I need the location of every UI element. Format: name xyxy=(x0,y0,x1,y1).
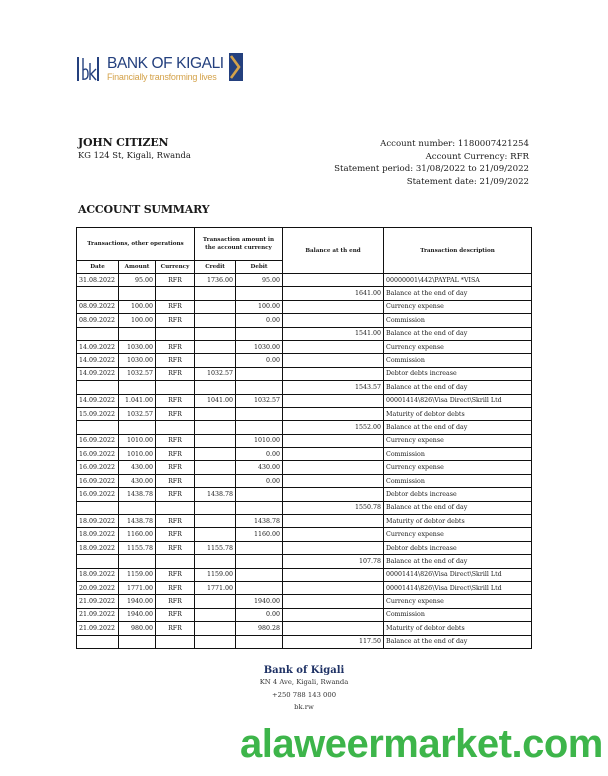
currency-cell: RFR xyxy=(156,581,195,594)
credit-cell xyxy=(195,327,236,340)
amount-cell: 100.00 xyxy=(119,300,156,313)
credit-cell xyxy=(195,528,236,541)
balance-cell: 1543.57 xyxy=(283,381,384,394)
description-cell: Balance at the end of day xyxy=(384,327,532,340)
date-cell xyxy=(77,555,119,568)
table-row xyxy=(77,314,532,327)
date-cell: 18.09.2022 xyxy=(77,515,119,528)
credit-cell xyxy=(195,555,236,568)
table-row xyxy=(77,515,532,528)
bank-logo xyxy=(75,54,243,84)
credit-cell xyxy=(195,608,236,621)
table-row xyxy=(77,541,532,554)
balance-cell xyxy=(283,488,384,501)
balance-cell xyxy=(283,461,384,474)
credit-cell xyxy=(195,340,236,353)
amount-cell: 1032.57 xyxy=(119,367,156,380)
balance-cell: 1552.00 xyxy=(283,421,384,434)
balance-cell xyxy=(283,568,384,581)
balance-cell xyxy=(283,448,384,461)
date-cell: 16.09.2022 xyxy=(77,474,119,487)
amount-cell xyxy=(119,327,156,340)
table-row xyxy=(77,407,532,420)
balance-cell xyxy=(283,434,384,447)
balance-cell: 117.50 xyxy=(283,635,384,648)
balance-row xyxy=(77,381,532,394)
debit-cell: 0.00 xyxy=(236,354,283,367)
amount-cell xyxy=(119,501,156,514)
credit-cell: 1041.00 xyxy=(195,394,236,407)
balance-row xyxy=(77,327,532,340)
debit-cell xyxy=(236,381,283,394)
account-number: Account number: 1180007421254 xyxy=(380,139,529,149)
currency-cell: RFR xyxy=(156,622,195,635)
debit-cell: 0.00 xyxy=(236,448,283,461)
currency-cell: RFR xyxy=(156,314,195,327)
col-currency: Currency xyxy=(156,261,195,274)
table-row xyxy=(77,461,532,474)
balance-cell xyxy=(283,515,384,528)
account-details xyxy=(334,138,529,188)
credit-cell xyxy=(195,381,236,394)
currency-cell xyxy=(156,421,195,434)
balance-cell xyxy=(283,394,384,407)
statement-date: Statement date: 21/09/2022 xyxy=(406,176,529,187)
date-cell: 15.09.2022 xyxy=(77,407,119,420)
credit-cell xyxy=(195,474,236,487)
table-row xyxy=(77,528,532,541)
debit-cell: 95.00 xyxy=(236,274,283,287)
credit-cell xyxy=(195,515,236,528)
header-balance: Balance at th end xyxy=(283,228,384,274)
date-cell: 16.09.2022 xyxy=(77,448,119,461)
header-transactions: Transactions, other operations xyxy=(77,228,195,261)
description-cell: Commission xyxy=(384,354,532,367)
bk-monogram-icon xyxy=(75,55,101,83)
header-description: Transaction description xyxy=(384,228,532,274)
debit-cell xyxy=(236,541,283,554)
description-cell: Balance at the end of day xyxy=(384,555,532,568)
amount-cell xyxy=(119,381,156,394)
currency-cell: RFR xyxy=(156,300,195,313)
credit-cell: 1155.78 xyxy=(195,541,236,554)
date-cell: 31.08.2022 xyxy=(77,274,119,287)
balance-cell xyxy=(283,340,384,353)
credit-cell xyxy=(195,595,236,608)
table-row xyxy=(77,608,532,621)
balance-cell: 1550.78 xyxy=(283,501,384,514)
date-cell: 18.09.2022 xyxy=(77,541,119,554)
balance-row xyxy=(77,635,532,648)
table-row xyxy=(77,488,532,501)
balance-cell xyxy=(283,581,384,594)
currency-cell: RFR xyxy=(156,541,195,554)
currency-cell: RFR xyxy=(156,394,195,407)
amount-cell: 430.00 xyxy=(119,461,156,474)
footer xyxy=(0,665,608,714)
credit-cell xyxy=(195,421,236,434)
debit-cell: 0.00 xyxy=(236,608,283,621)
customer-name: JOHN CITIZEN xyxy=(78,136,169,149)
date-cell xyxy=(77,381,119,394)
date-cell: 16.09.2022 xyxy=(77,461,119,474)
currency-cell: RFR xyxy=(156,354,195,367)
date-cell: 21.09.2022 xyxy=(77,608,119,621)
description-cell: Maturity of debtor debts xyxy=(384,622,532,635)
credit-cell xyxy=(195,314,236,327)
amount-cell: 1032.57 xyxy=(119,407,156,420)
date-cell: 14.09.2022 xyxy=(77,354,119,367)
footer-bank-name: Bank of Kigali xyxy=(263,665,345,676)
balance-cell xyxy=(283,274,384,287)
description-cell: Debtor debts increase xyxy=(384,541,532,554)
currency-cell xyxy=(156,635,195,648)
date-cell: 21.09.2022 xyxy=(77,622,119,635)
table-row xyxy=(77,340,532,353)
credit-cell xyxy=(195,354,236,367)
credit-cell xyxy=(195,407,236,420)
balance-cell xyxy=(283,314,384,327)
amount-cell xyxy=(119,555,156,568)
description-cell: Maturity of debtor debts xyxy=(384,515,532,528)
description-cell: 00001414\826\Visa Direct\Skrill Ltd xyxy=(384,581,532,594)
description-cell: Currency expense xyxy=(384,595,532,608)
description-cell: Maturity of debtor debts xyxy=(384,407,532,420)
customer-address: KG 124 St, Kigali, Rwanda xyxy=(78,150,191,160)
currency-cell: RFR xyxy=(156,608,195,621)
amount-cell: 1940.00 xyxy=(119,608,156,621)
amount-cell: 1030.00 xyxy=(119,340,156,353)
currency-cell: RFR xyxy=(156,367,195,380)
debit-cell: 980.28 xyxy=(236,622,283,635)
currency-cell: RFR xyxy=(156,340,195,353)
amount-cell: 1940.00 xyxy=(119,595,156,608)
debit-cell: 1940.00 xyxy=(236,595,283,608)
col-amount: Amount xyxy=(119,261,156,274)
amount-cell: 1.041.00 xyxy=(119,394,156,407)
amount-cell xyxy=(119,421,156,434)
footer-website[interactable]: bk.rw xyxy=(294,703,314,711)
section-title: ACCOUNT SUMMARY xyxy=(78,203,210,216)
col-credit: Credit xyxy=(195,261,236,274)
credit-cell xyxy=(195,501,236,514)
currency-cell: RFR xyxy=(156,474,195,487)
date-cell: 08.09.2022 xyxy=(77,300,119,313)
debit-cell: 100.00 xyxy=(236,300,283,313)
balance-row xyxy=(77,501,532,514)
date-cell xyxy=(77,287,119,300)
date-cell xyxy=(77,501,119,514)
date-cell xyxy=(77,421,119,434)
balance-cell xyxy=(283,407,384,420)
table-row xyxy=(77,274,532,287)
credit-cell: 1159.00 xyxy=(195,568,236,581)
table-row xyxy=(77,474,532,487)
description-cell: Balance at the end of day xyxy=(384,501,532,514)
amount-cell: 100.00 xyxy=(119,314,156,327)
balance-cell: 1641.00 xyxy=(283,287,384,300)
currency-cell: RFR xyxy=(156,528,195,541)
currency-cell: RFR xyxy=(156,515,195,528)
table-row xyxy=(77,434,532,447)
balance-cell xyxy=(283,541,384,554)
table-row xyxy=(77,354,532,367)
description-cell: Balance at the end of day xyxy=(384,421,532,434)
description-cell: Currency expense xyxy=(384,461,532,474)
debit-cell: 1010.00 xyxy=(236,434,283,447)
amount-cell xyxy=(119,635,156,648)
description-cell: Currency expense xyxy=(384,340,532,353)
description-cell: Commission xyxy=(384,608,532,621)
currency-cell xyxy=(156,287,195,300)
balance-row xyxy=(77,287,532,300)
description-cell: Currency expense xyxy=(384,434,532,447)
table-row xyxy=(77,581,532,594)
debit-cell xyxy=(236,367,283,380)
table-row xyxy=(77,448,532,461)
currency-cell xyxy=(156,327,195,340)
date-cell: 14.09.2022 xyxy=(77,340,119,353)
currency-cell: RFR xyxy=(156,568,195,581)
statement-period: Statement period: 31/08/2022 to 21/09/2022 xyxy=(334,164,529,174)
amount-cell: 95.00 xyxy=(119,274,156,287)
header-amount-in-currency: Transaction amount in the account currency xyxy=(195,228,283,261)
table-row xyxy=(77,622,532,635)
credit-cell xyxy=(195,434,236,447)
balance-cell xyxy=(283,300,384,313)
amount-cell: 1010.00 xyxy=(119,434,156,447)
account-currency: Account Currency: RFR xyxy=(425,151,529,162)
currency-cell xyxy=(156,381,195,394)
currency-cell: RFR xyxy=(156,461,195,474)
debit-cell xyxy=(236,287,283,300)
balance-cell xyxy=(283,474,384,487)
debit-cell: 1160.00 xyxy=(236,528,283,541)
date-cell: 14.09.2022 xyxy=(77,367,119,380)
amount-cell xyxy=(119,287,156,300)
amount-cell: 1438.78 xyxy=(119,488,156,501)
currency-cell: RFR xyxy=(156,407,195,420)
debit-cell xyxy=(236,407,283,420)
currency-cell xyxy=(156,555,195,568)
balance-cell xyxy=(283,622,384,635)
description-cell: Commission xyxy=(384,314,532,327)
date-cell: 18.09.2022 xyxy=(77,528,119,541)
transactions-table xyxy=(76,227,532,649)
credit-cell: 1438.78 xyxy=(195,488,236,501)
table-row xyxy=(77,595,532,608)
balance-cell xyxy=(283,367,384,380)
footer-address: KN 4 Ave, Kigali, Rwanda xyxy=(259,678,349,686)
balance-cell: 107.78 xyxy=(283,555,384,568)
currency-cell: RFR xyxy=(156,448,195,461)
col-date: Date xyxy=(77,261,119,274)
balance-cell xyxy=(283,354,384,367)
date-cell xyxy=(77,327,119,340)
date-cell: 21.09.2022 xyxy=(77,595,119,608)
description-cell: Commission xyxy=(384,448,532,461)
debit-cell xyxy=(236,581,283,594)
description-cell: Currency expense xyxy=(384,528,532,541)
debit-cell: 1032.57 xyxy=(236,394,283,407)
chevron-right-icon xyxy=(229,53,243,85)
table-row xyxy=(77,568,532,581)
description-cell: Debtor debts increase xyxy=(384,367,532,380)
date-cell: 16.09.2022 xyxy=(77,434,119,447)
amount-cell: 1160.00 xyxy=(119,528,156,541)
date-cell: 20.09.2022 xyxy=(77,581,119,594)
currency-cell: RFR xyxy=(156,488,195,501)
debit-cell xyxy=(236,555,283,568)
credit-cell xyxy=(195,448,236,461)
debit-cell xyxy=(236,501,283,514)
date-cell: 08.09.2022 xyxy=(77,314,119,327)
table-row xyxy=(77,394,532,407)
date-cell: 18.09.2022 xyxy=(77,568,119,581)
balance-cell xyxy=(283,608,384,621)
amount-cell: 980.00 xyxy=(119,622,156,635)
table-row xyxy=(77,300,532,313)
currency-cell: RFR xyxy=(156,434,195,447)
description-cell: Commission xyxy=(384,474,532,487)
credit-cell xyxy=(195,622,236,635)
amount-cell: 1771.00 xyxy=(119,581,156,594)
description-cell: 00000001\442\PAYPAL *VISA xyxy=(384,274,532,287)
date-cell: 16.09.2022 xyxy=(77,488,119,501)
amount-cell: 1010.00 xyxy=(119,448,156,461)
balance-row xyxy=(77,555,532,568)
amount-cell: 430.00 xyxy=(119,474,156,487)
amount-cell: 1030.00 xyxy=(119,354,156,367)
table-row xyxy=(77,367,532,380)
bank-tagline: Financially transforming lives xyxy=(107,71,217,82)
credit-cell xyxy=(195,287,236,300)
currency-cell xyxy=(156,501,195,514)
debit-cell xyxy=(236,488,283,501)
description-cell: 00001414\826\Visa Direct\Skrill Ltd xyxy=(384,394,532,407)
debit-cell xyxy=(236,327,283,340)
balance-cell: 1541.00 xyxy=(283,327,384,340)
currency-cell: RFR xyxy=(156,274,195,287)
credit-cell: 1032.57 xyxy=(195,367,236,380)
debit-cell: 1030.00 xyxy=(236,340,283,353)
description-cell: Balance at the end of day xyxy=(384,287,532,300)
amount-cell: 1159.00 xyxy=(119,568,156,581)
description-cell: Balance at the end of day xyxy=(384,381,532,394)
footer-phone: +250 788 143 000 xyxy=(271,690,337,699)
credit-cell xyxy=(195,635,236,648)
debit-cell xyxy=(236,421,283,434)
debit-cell xyxy=(236,568,283,581)
balance-row xyxy=(77,421,532,434)
credit-cell xyxy=(195,300,236,313)
credit-cell: 1771.00 xyxy=(195,581,236,594)
amount-cell: 1155.78 xyxy=(119,541,156,554)
currency-cell: RFR xyxy=(156,595,195,608)
debit-cell: 0.00 xyxy=(236,314,283,327)
description-cell: 00001414\826\Visa Direct\Skrill Ltd xyxy=(384,568,532,581)
description-cell: Balance at the end of day xyxy=(384,635,532,648)
description-cell: Currency expense xyxy=(384,300,532,313)
debit-cell: 430.00 xyxy=(236,461,283,474)
credit-cell: 1736.00 xyxy=(195,274,236,287)
balance-cell xyxy=(283,528,384,541)
debit-cell xyxy=(236,635,283,648)
watermark: alaweermarket.com xyxy=(240,722,603,766)
date-cell: 14.09.2022 xyxy=(77,394,119,407)
bank-name: BANK OF KIGALI xyxy=(107,54,224,72)
col-debit: Debit xyxy=(236,261,283,274)
description-cell: Debtor debts increase xyxy=(384,488,532,501)
debit-cell: 1438.78 xyxy=(236,515,283,528)
date-cell xyxy=(77,635,119,648)
credit-cell xyxy=(195,461,236,474)
balance-cell xyxy=(283,595,384,608)
debit-cell: 0.00 xyxy=(236,474,283,487)
amount-cell: 1438.78 xyxy=(119,515,156,528)
